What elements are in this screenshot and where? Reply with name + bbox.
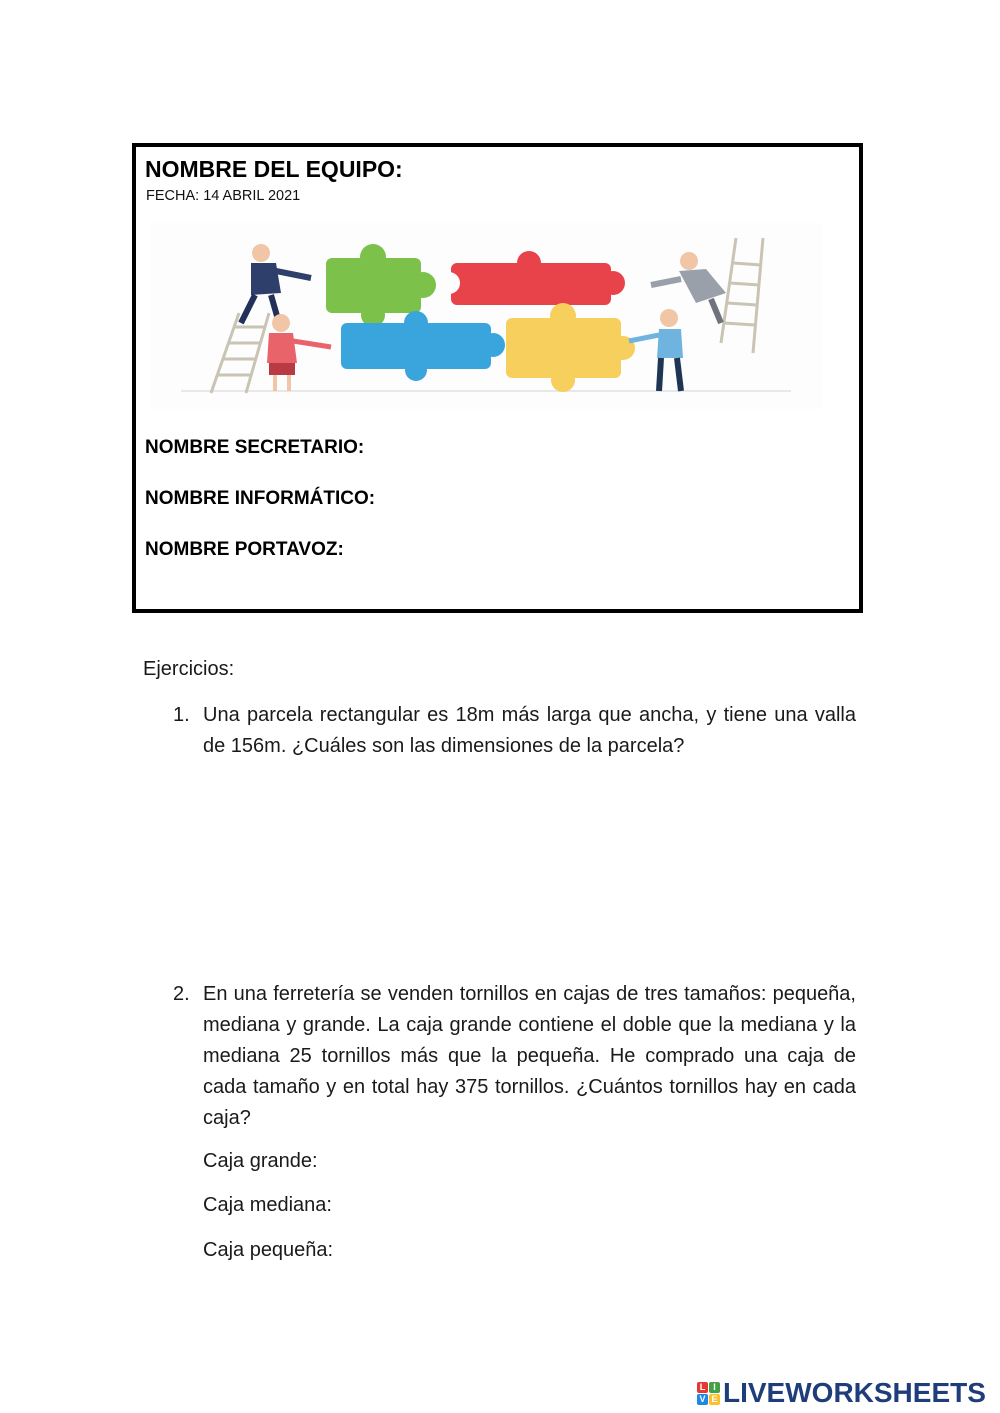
logo-letter: E	[709, 1394, 720, 1405]
teamwork-puzzle-illustration	[151, 223, 823, 409]
liveworksheets-brand	[697, 1375, 986, 1411]
date-label: FECHA: 14 ABRIL 2021	[146, 188, 301, 204]
exercise-1	[173, 700, 856, 762]
answer-small-box-label: Caja pequeña:	[203, 1239, 334, 1261]
it-name-label: NOMBRE INFORMÁTICO:	[145, 488, 376, 509]
liveworksheets-logo-icon	[697, 1382, 720, 1405]
logo-letter: I	[709, 1382, 720, 1393]
spokesperson-name-label: NOMBRE PORTAVOZ:	[145, 539, 344, 560]
exercise-number: 1.	[173, 704, 190, 726]
exercise-2	[173, 979, 856, 1134]
exercise-text: En una ferretería se venden tornillos en cajas de tres tamaños: pequeña, mediana y grande. La caja grande contiene el doble que la mediana y la mediana 25 tornillos más que la pequeña. He comprado una caja de cada tamaño y en total hay 375 tornillos. ¿Cuántos tornillos hay en cada caja?	[203, 983, 856, 1129]
secretary-name-label: NOMBRE SECRETARIO:	[145, 437, 365, 458]
exercise-number: 2.	[173, 983, 190, 1005]
answer-medium-box-label: Caja mediana:	[203, 1194, 332, 1216]
logo-letter: L	[697, 1382, 708, 1393]
brand-name: LIVEWORKSHEETS	[723, 1377, 986, 1408]
team-name-label: NOMBRE DEL EQUIPO:	[145, 156, 403, 182]
team-info-box	[132, 143, 863, 613]
exercise-text: Una parcela rectangular es 18m más larga que ancha, y tiene una valla de 156m. ¿Cuáles son las dimensiones de la parcela?	[203, 704, 856, 757]
section-title: Ejercicios:	[143, 658, 235, 680]
answer-large-box-label: Caja grande:	[203, 1150, 318, 1172]
logo-letter: V	[697, 1394, 708, 1405]
